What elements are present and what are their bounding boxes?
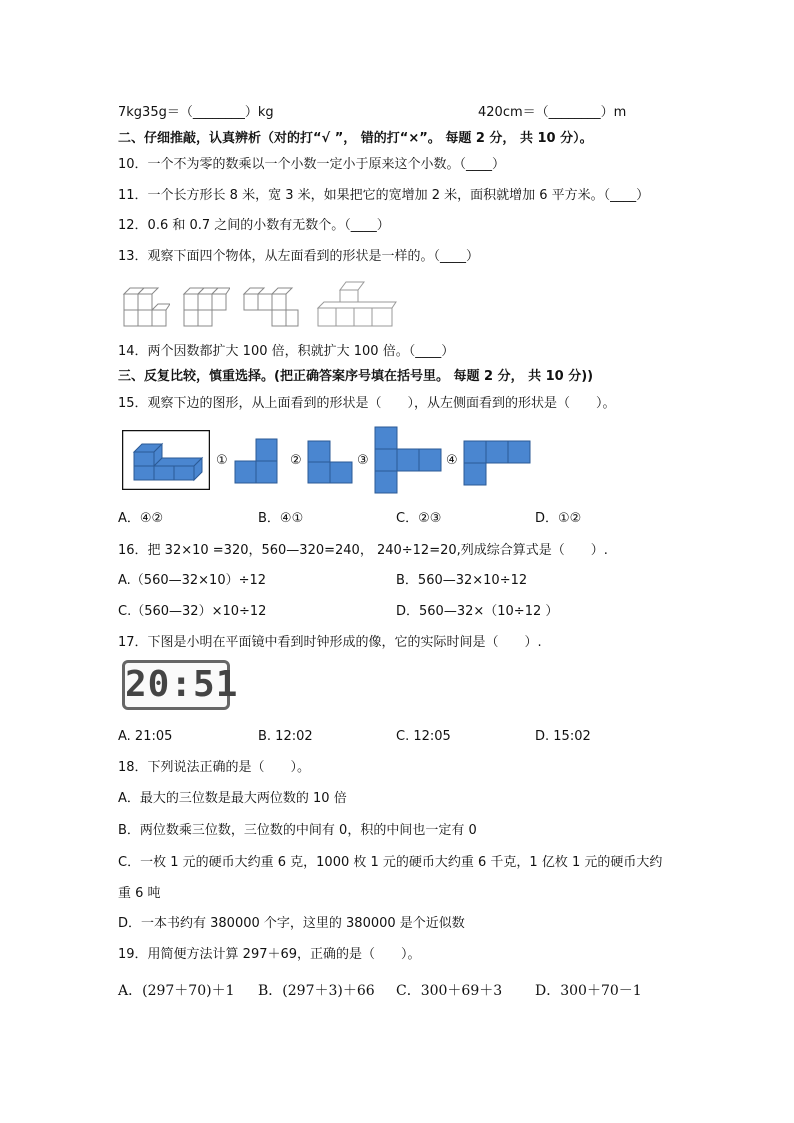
conversion-m: 420cm＝（________）m bbox=[478, 105, 627, 120]
q18-option-c: C．一枚 1 元的硬币大约重 6 克，1000 枚 1 元的硬币大约重 6 千克，1 亿枚 1 元的硬币大约 bbox=[118, 855, 663, 870]
section2-title: 二、仔细推敲，认真辨析（对的打“√ ”， 错的打“×”。 每题 2 分， 共 10 分）。 bbox=[118, 131, 593, 146]
q19-option-a: A．(297＋70)＋1 bbox=[118, 983, 235, 999]
q15-view-1 bbox=[234, 438, 278, 484]
q15-option-d: D．①② bbox=[535, 511, 582, 526]
question-15: 15．观察下边的图形，从上面看到的形状是（ ），从左侧面看到的形状是（ ）。 bbox=[118, 396, 616, 411]
section3-title: 三、反复比较，慎重选择。(把正确答案序号填在括号里。 每题 2 分， 共 10 分)) bbox=[118, 369, 594, 384]
q15-option-c: C．②③ bbox=[396, 511, 442, 526]
q17-option-a: A. 21:05 bbox=[118, 729, 173, 744]
q13-object-1 bbox=[120, 276, 170, 330]
question-17: 17．下图是小明在平面镜中看到时钟形成的像，它的实际时间是（ ）. bbox=[118, 635, 542, 650]
q15-view-4 bbox=[463, 440, 533, 486]
q13-object-4 bbox=[316, 274, 400, 330]
q15-option-a: A．④② bbox=[118, 511, 164, 526]
question-18: 18．下列说法正确的是（ ）。 bbox=[118, 760, 311, 775]
q18-option-d: D．一本书约有 380000 个字，这里的 380000 是个近似数 bbox=[118, 916, 465, 931]
q15-view-3 bbox=[374, 426, 444, 494]
question-16: 16．把 32×10 =320，560—320=240， 240÷12=20,列成综合算式是（ ）. bbox=[118, 543, 608, 558]
q18-option-a: A．最大的三位数是最大两位数的 10 倍 bbox=[118, 791, 347, 806]
q19-option-c: C．300＋69＋3 bbox=[396, 983, 503, 999]
q19-option-d: D．300＋70－1 bbox=[535, 983, 642, 999]
question-19: 19．用简便方法计算 297＋69，正确的是（ ）。 bbox=[118, 947, 421, 962]
q16-option-b: B．560—32×10÷12 bbox=[396, 573, 528, 588]
q15-label-4: ④ bbox=[446, 453, 458, 468]
q18-option-c-cont: 重 6 吨 bbox=[118, 886, 161, 901]
q17-option-b: B. 12:02 bbox=[258, 729, 313, 744]
q16-option-d: D．560—32×（10÷12 ） bbox=[396, 604, 559, 619]
question-12: 12．0.6 和 0.7 之间的小数有无数个。（____） bbox=[118, 218, 390, 233]
question-11: 11．一个长方形长 8 米，宽 3 米，如果把它的宽增加 2 米，面积就增加 6 平方米。（____） bbox=[118, 188, 650, 203]
conversion-kg: 7kg35g＝（________）kg bbox=[118, 105, 274, 120]
q15-view-2 bbox=[307, 440, 353, 484]
q17-option-c: C. 12:05 bbox=[396, 729, 451, 744]
q18-option-b: B．两位数乘三位数，三位数的中间有 0，积的中间也一定有 0 bbox=[118, 823, 477, 838]
q16-option-c: C.（560—32）×10÷12 bbox=[118, 604, 267, 619]
q17-option-d: D. 15:02 bbox=[535, 729, 591, 744]
q16-option-a: A.（560—32×10）÷12 bbox=[118, 573, 267, 588]
q19-option-b: B．(297＋3)＋66 bbox=[258, 983, 375, 999]
q15-label-1: ① bbox=[216, 453, 228, 468]
question-10: 10．一个不为零的数乘以一个小数一定小于原来这个小数。（____） bbox=[118, 157, 506, 172]
q13-object-2 bbox=[180, 278, 230, 330]
q15-label-2: ② bbox=[290, 453, 302, 468]
clock-digits: 20:51 bbox=[125, 664, 239, 705]
q15-solid-figure bbox=[122, 430, 210, 490]
mirror-clock-display bbox=[122, 660, 239, 710]
q15-option-b: B．④① bbox=[258, 511, 304, 526]
question-13: 13．观察下面四个物体，从左面看到的形状是一样的。（____） bbox=[118, 249, 480, 264]
q15-label-3: ③ bbox=[357, 453, 369, 468]
question-14: 14．两个因数都扩大 100 倍，积就扩大 100 倍。（____） bbox=[118, 344, 455, 359]
q13-object-3 bbox=[240, 278, 300, 330]
